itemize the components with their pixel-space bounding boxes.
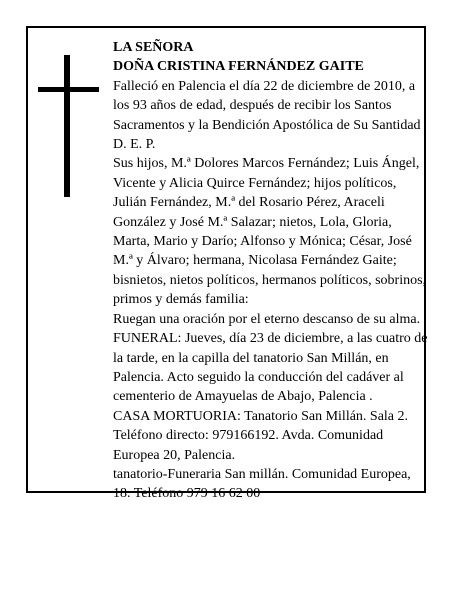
body-line: la tarde, en la capilla del tanatorio San Millán, en (113, 350, 389, 366)
body-line: M.ª y Álvaro; hermana, Nicolasa Fernández Gaite; (113, 253, 397, 269)
body-line: Europea 20, Palencia. (113, 447, 236, 463)
body-line: CASA MORTUORIA: Tanatorio San Millán. Sala 2. (113, 408, 409, 424)
body-line: Julián Fernández, M.ª del Rosario Pérez, Araceli (113, 195, 385, 211)
body-line: Sus hijos, M.ª Dolores Marcos Fernández; Luis Ángel, (113, 156, 420, 172)
body-line: Vicente y Alicia Quirce Fernández; hijos políticos, (113, 175, 397, 191)
body-line: primos y demás familia: (113, 292, 249, 308)
body-line: Sacramentos y la Bendición Apostólica de Su Santidad (113, 117, 421, 133)
body-line: Marta, Mario y Darío; Alfonso y Mónica; César, José (113, 234, 412, 250)
cross-vertical-bar (64, 55, 70, 197)
cross-horizontal-bar (38, 87, 99, 92)
title-line-1: LA SEÑORA (113, 40, 194, 55)
body-line: bisnietos, nietos políticos, hermanos políticos, sobrinos, (113, 272, 427, 288)
body-line: tanatorio-Funeraria San millán. Comunidad Europea, (113, 466, 411, 482)
body-line: Teléfono directo: 979166192. Avda. Comunidad (113, 428, 384, 444)
body-line: FUNERAL: Jueves, día 23 de diciembre, a las cuatro de (113, 331, 428, 347)
body-line: González y José M.ª Salazar; nietos, Lola, Gloria, (113, 214, 392, 230)
body-line: Ruegan una oración por el eterno descanso de su alma. (113, 311, 421, 327)
body-line: 18. Teléfono 979 16 62 00 (113, 486, 261, 502)
obituary-text (113, 38, 428, 504)
body-line: cementerio de Amayuelas de Abajo, Palencia . (113, 389, 373, 405)
cross-icon (38, 55, 99, 197)
body-line: los 93 años de edad, después de recibir los Santos (113, 98, 392, 114)
body-line: D. E. P. (113, 137, 156, 153)
title-line-2: DOÑA CRISTINA FERNÁNDEZ GAITE (113, 59, 364, 75)
body-line: Falleció en Palencia el día 22 de diciembre de 2010, a (113, 78, 416, 94)
body-line: Palencia. Acto seguido la conducción del cadáver al (113, 369, 404, 385)
